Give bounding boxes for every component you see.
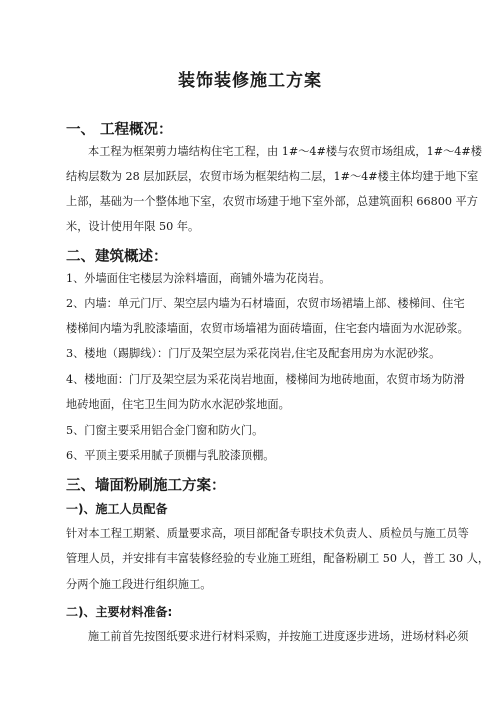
- paragraph-line: 上部，基础为一个整体地下室，农贸市场建于地下室外部，总建筑面积 66800 平方: [66, 195, 478, 208]
- paragraph-line: 分两个施工段进行组织施工。: [66, 578, 212, 591]
- list-line: 1、外墙面住宅楼层为涂料墙面，商铺外墙为花岗岩。: [66, 272, 331, 285]
- list-line: 3、楼地（踢脚线）：门厅及架空层为采花岗岩,住宅及配套用房为水泥砂浆。: [66, 347, 441, 360]
- paragraph-line: 米，设计使用年限 50 年。: [66, 220, 200, 233]
- paragraph-line: 管理人员，并安排有丰富装修经验的专业施工班组，配备粉刷工 50 人，普工 30 人，: [66, 552, 490, 565]
- list-line: 楼梯间内墙为乳胶漆墙面，农贸市场墙裙为面砖墙面，住宅套内墙面为水泥砂浆。: [66, 322, 469, 335]
- section-3-heading: 三、墙面粉刷施工方案：: [66, 478, 226, 494]
- list-line: 4、楼地面：门厅及架空层为采花岗岩地面，楼梯间为地砖地面，农贸市场为防滑: [66, 373, 465, 386]
- list-line: 6、平顶主要采用腻子顶棚与乳胶漆顶棚。: [66, 449, 275, 462]
- section-2-heading: 二、建筑概述：: [66, 249, 168, 265]
- section-1-heading: 一、 工程概况：: [66, 122, 173, 138]
- list-line: 2、内墙：单元门厅、架空层内墙为石材墙面，农贸市场裙墙上部、楼梯间、住宅: [66, 297, 465, 310]
- paragraph-line: 结构层数为 28 层加跃层，农贸市场为框架结构二层，1#～4#楼主体均建于地下室: [66, 170, 479, 183]
- subsection-heading: 二)、主要材料准备:: [66, 605, 173, 619]
- paragraph-line: 针对本工程工期紧、质量要求高，项目部配备专职技术负责人、质检员与施工员等: [66, 527, 469, 540]
- subsection-heading: 一)、施工人员配备: [66, 502, 168, 516]
- list-line: 5、门窗主要采用铝合金门窗和防火门。: [66, 424, 264, 437]
- list-line: 地砖地面，住宅卫生间为防水水泥砂浆地面。: [66, 398, 290, 411]
- paragraph-line: 本工程为框架剪力墙结构住宅工程，由 1#～4#楼与农贸市场组成，1#～4#楼: [88, 145, 482, 158]
- document-title: 装饰装修施工方案: [178, 71, 322, 91]
- paragraph-line: 施工前首先按图纸要求进行材料采购，并按施工进度逐步进场，进场材料必须: [88, 630, 469, 643]
